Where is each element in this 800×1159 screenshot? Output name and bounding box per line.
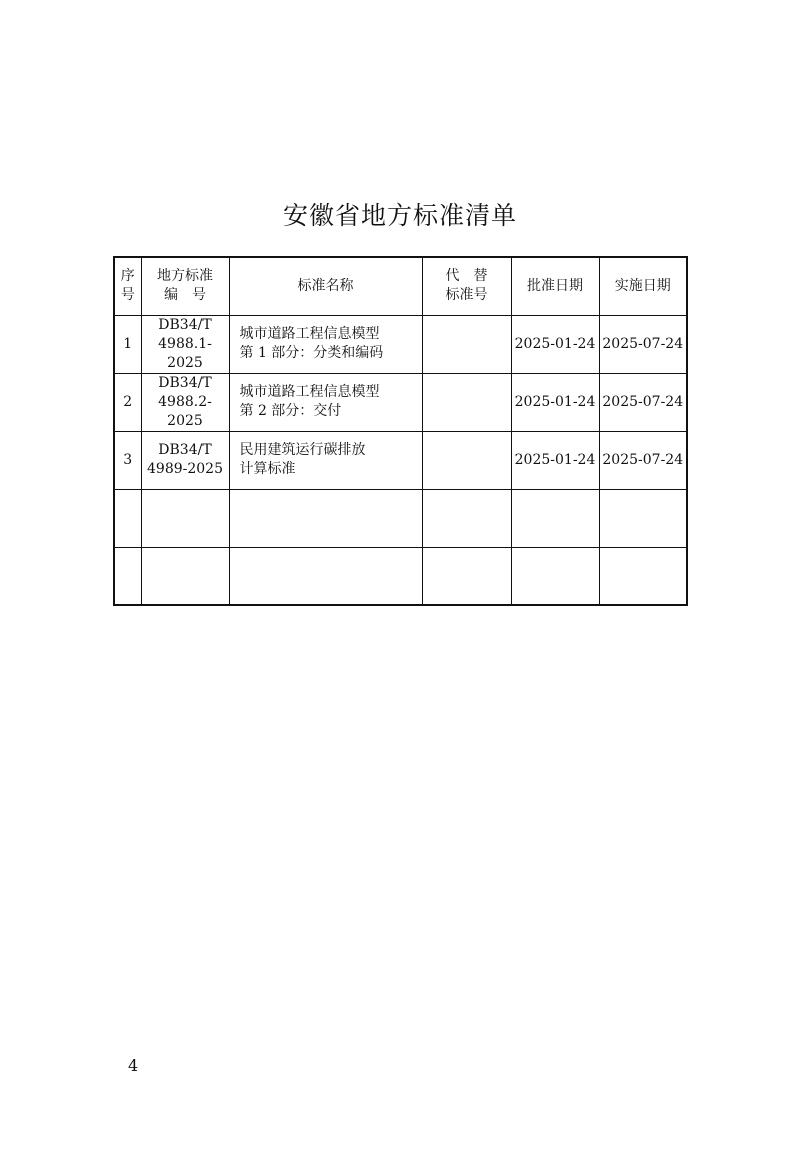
row-implement-date: 2025-07-24: [599, 373, 687, 431]
row-implement-date: 2025-07-24: [599, 431, 687, 489]
standards-table: [113, 256, 688, 606]
row-no: 1: [114, 315, 141, 373]
table-header-row: [114, 257, 687, 315]
table-row: [114, 315, 687, 373]
row-code: DB34/T 4988.2-2025: [141, 373, 229, 431]
row-implement-date: 2025-07-24: [599, 315, 687, 373]
row-name: 城市道路工程信息模型 第 1 部分：分类和编码: [229, 315, 422, 373]
table-row-empty: [114, 489, 687, 547]
header-replaces: 代 替 标准号: [422, 257, 511, 315]
header-name: 标准名称: [229, 257, 422, 315]
row-name: 民用建筑运行碳排放 计算标准: [229, 431, 422, 489]
row-replaces: [422, 373, 511, 431]
page-title: 安徽省地方标准清单: [282, 201, 517, 230]
row-code: DB34/T 4989-2025: [141, 431, 229, 489]
row-code: DB34/T 4988.1-2025: [141, 315, 229, 373]
table-row: [114, 373, 687, 431]
row-name: 城市道路工程信息模型 第 2 部分：交付: [229, 373, 422, 431]
row-approve-date: 2025-01-24: [511, 373, 599, 431]
row-no: 3: [114, 431, 141, 489]
header-no: 序 号: [114, 257, 141, 315]
row-replaces: [422, 431, 511, 489]
header-code: 地方标准 编 号: [141, 257, 229, 315]
row-no: 2: [114, 373, 141, 431]
row-replaces: [422, 315, 511, 373]
row-approve-date: 2025-01-24: [511, 431, 599, 489]
header-implement-date: 实施日期: [599, 257, 687, 315]
page-number: 4: [128, 1056, 139, 1075]
table-row: [114, 431, 687, 489]
header-approve-date: 批准日期: [511, 257, 599, 315]
row-approve-date: 2025-01-24: [511, 315, 599, 373]
table-row-empty: [114, 547, 687, 605]
